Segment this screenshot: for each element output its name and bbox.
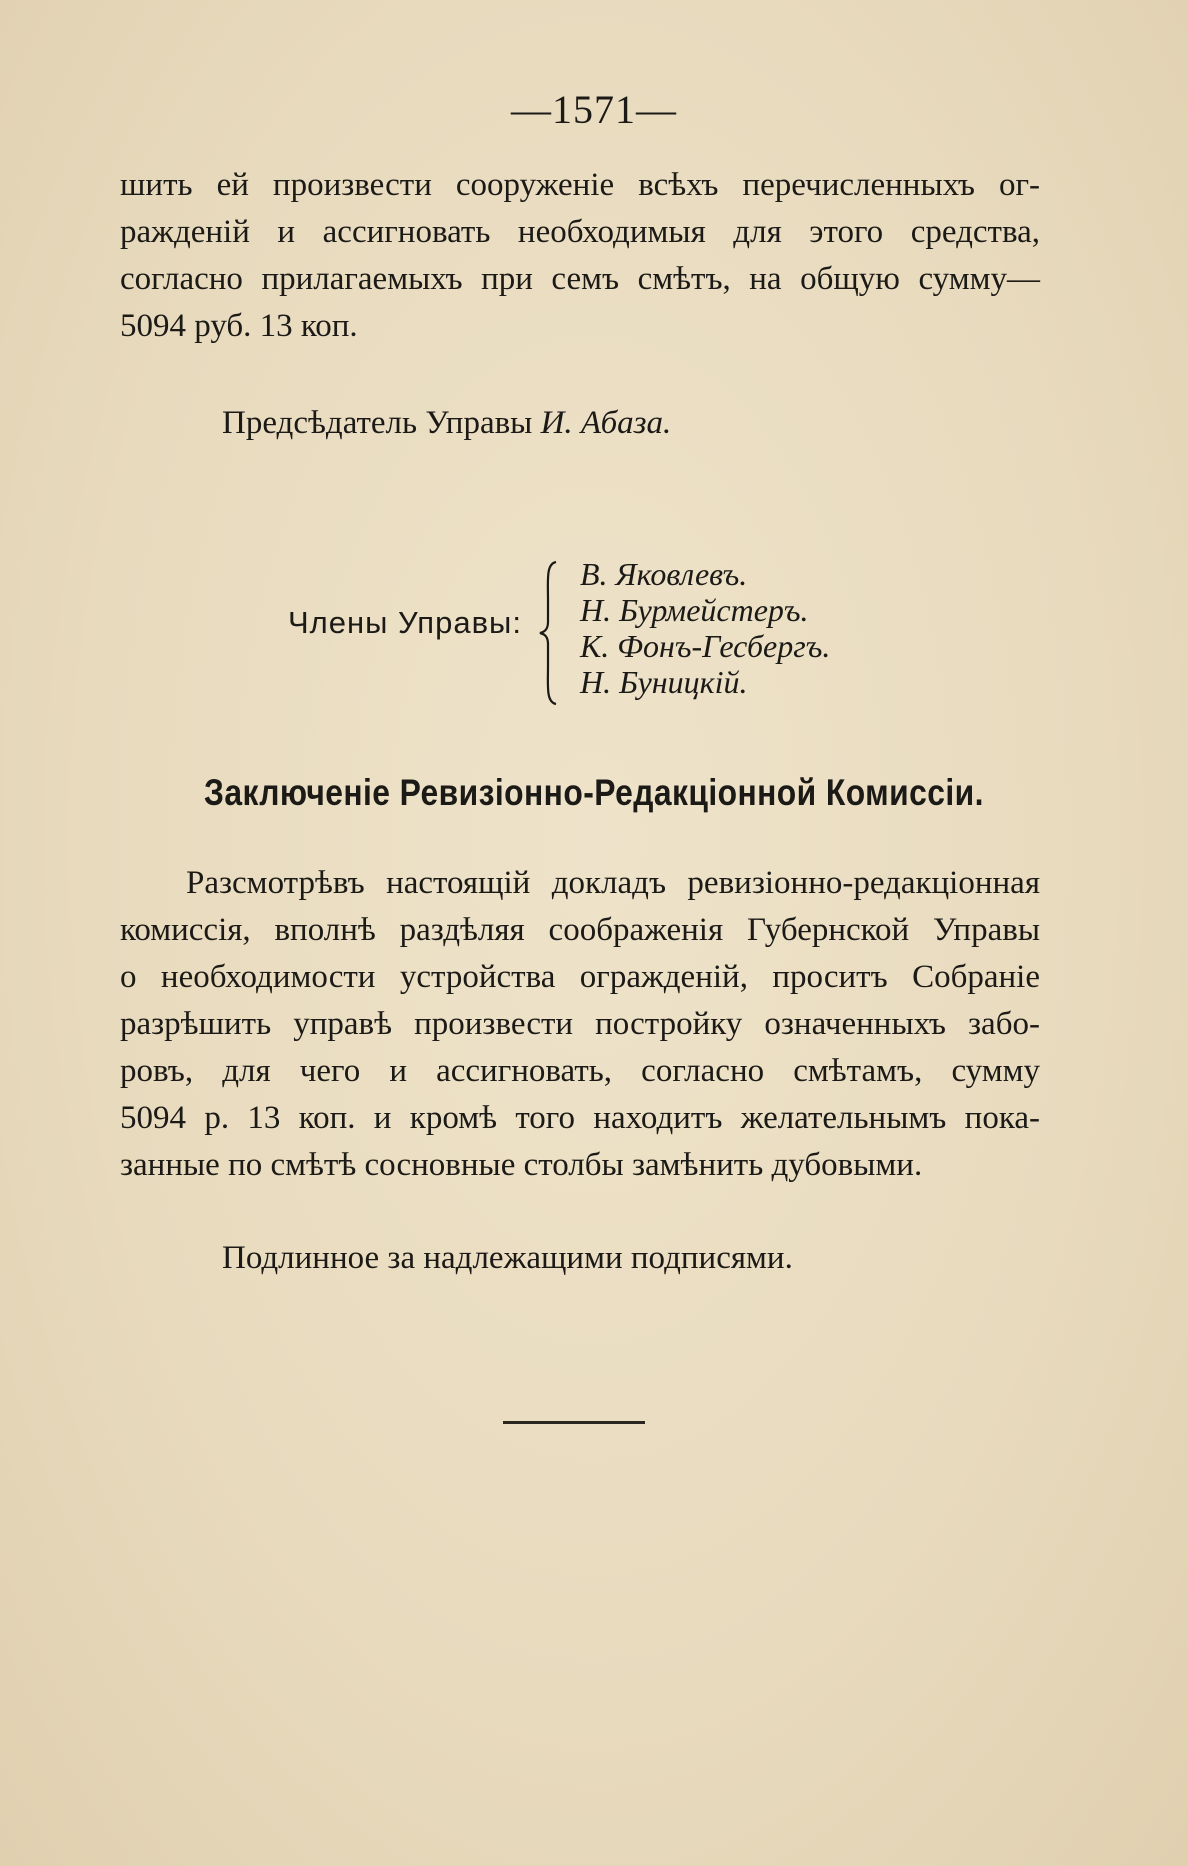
text-line: 5094 руб. 13 коп. [120, 308, 358, 344]
text-line: о необходимости устройства огражденій, проситъ Собраніе [120, 959, 1040, 995]
text-line: 5094 р. 13 коп. и кромѣ того находитъ желательнымъ пока- [120, 1100, 1040, 1136]
text-line: ровъ, для чего и ассигновать, согласно смѣтамъ, сумму [120, 1053, 1040, 1089]
closing-note: Подлинное за надлежащими подписями. [222, 1240, 793, 1276]
section-heading: Заключеніе Ревизіонно-Редакціонной Комиссіи. [204, 772, 984, 813]
paragraph-continuation [120, 162, 1040, 350]
section-divider [503, 1421, 645, 1424]
text-line: шить ей произвести сооруженіе всѣхъ перечисленныхъ ог- [120, 167, 1040, 203]
chairman-name: И. Абаза. [540, 405, 672, 441]
members-label: Члены Управы: [288, 605, 522, 640]
chairman-title: Предсѣдатель Управы [222, 405, 533, 441]
text-line: комиссія, вполнѣ раздѣляя соображенія Губернской Управы [120, 912, 1040, 948]
chairman-signature [222, 405, 671, 442]
text-line: Разсмотрѣвъ настоящій докладъ ревизіонно-редакціонная [186, 865, 1040, 901]
text-line: согласно прилагаемыхъ при семъ смѣтъ, на общую сумму— [120, 261, 1040, 297]
member-name: Н. Буницкій. [580, 664, 748, 700]
members-list [580, 556, 830, 700]
member-name: В. Яковлевъ. [580, 556, 748, 592]
text-line: ражденій и ассигновать необходимыя для этого средства, [120, 214, 1040, 250]
text-line: занные по смѣтѣ сосновные столбы замѣнить дубовыми. [120, 1147, 923, 1183]
text-line: разрѣшить управѣ произвести постройку означенныхъ забо- [120, 1006, 1040, 1042]
curly-brace-icon [538, 560, 560, 706]
member-name: Н. Бурмейстеръ. [580, 592, 809, 628]
paragraph-conclusion [120, 860, 1040, 1189]
member-name: К. Фонъ-Гесбергъ. [580, 628, 831, 664]
page-number: —1571— [511, 87, 677, 132]
